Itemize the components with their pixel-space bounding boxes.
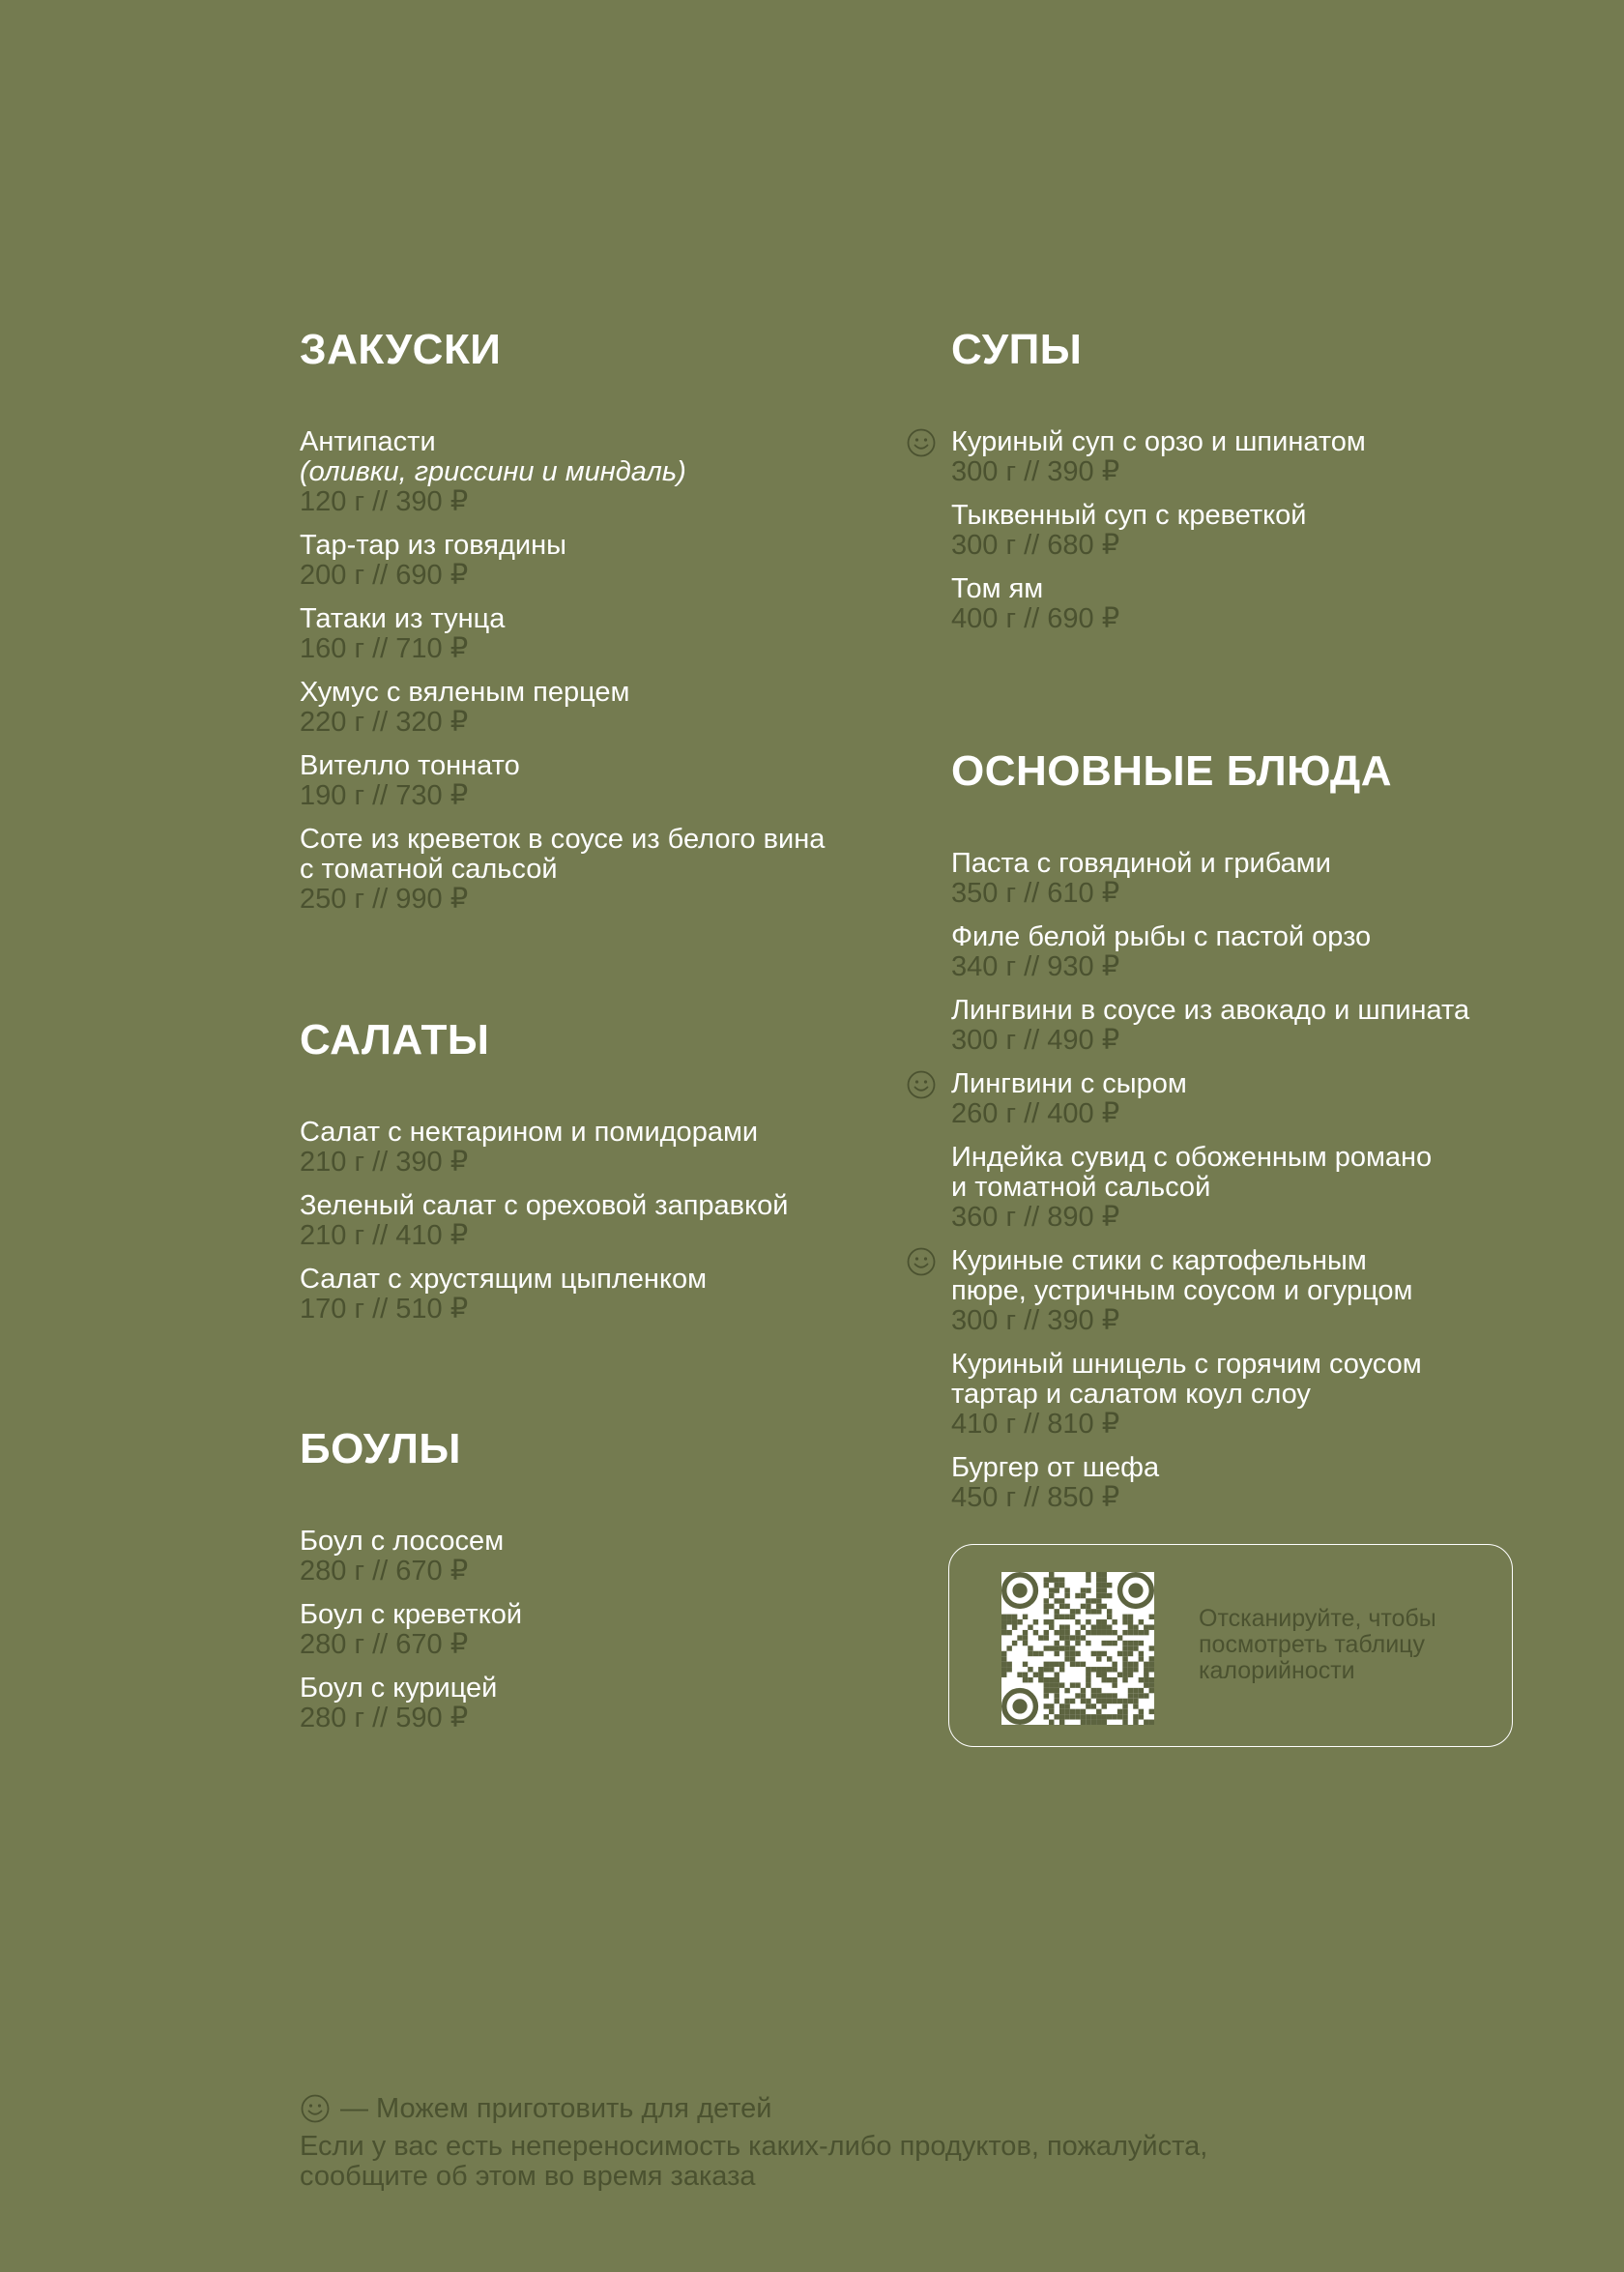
item-price: 260 г // 400 ₽ [951,1098,1120,1129]
item-price: 400 г // 690 ₽ [951,603,1120,634]
section-salads [300,1011,880,1325]
item-price: 340 г // 930 ₽ [951,951,1120,982]
menu-left-column [300,321,880,1747]
item-price: 360 г // 890 ₽ [951,1202,1120,1233]
item-price: 280 г // 670 ₽ [300,1629,469,1660]
item-price: 200 г // 690 ₽ [300,560,469,591]
item-name: Боул с креветкой [300,1599,523,1630]
qr-calorie-card [948,1544,1513,1747]
item-note: (оливки, гриссини и миндаль) [300,456,686,487]
item-price: 170 г // 510 ₽ [300,1294,469,1325]
section-title: БОУЛЫ [300,1425,461,1472]
section-soups [951,321,1531,634]
item-name: Салат с нектарином и помидорами [300,1117,759,1148]
item-name: Паста с говядиной и грибами [951,848,1331,879]
menu-item [951,922,1531,982]
item-price: 160 г // 710 ₽ [300,633,469,664]
smiley-face-icon [906,1246,937,1277]
item-price: 120 г // 390 ₽ [300,486,469,517]
smiley-face-icon [906,427,937,458]
item-price: 280 г // 590 ₽ [300,1703,469,1733]
menu-item [951,427,1531,487]
item-price: 190 г // 730 ₽ [300,780,469,811]
item-name: Боул с курицей [300,1673,498,1704]
menu-item [300,1265,880,1325]
menu-item [300,751,880,811]
item-name: Боул с лососем [300,1526,505,1557]
allergy-note-line: Если у вас есть непереносимость каких-либо продуктов, пожалуйста, [300,2131,1208,2162]
item-name: Том ям [951,573,1044,604]
allergy-note [300,2132,1363,2192]
footer-notes [300,2091,1363,2192]
item-price: 450 г // 850 ₽ [951,1482,1120,1513]
section-title: САЛАТЫ [300,1016,490,1063]
item-name: Куриный суп с орзо и шпинатом [951,426,1366,457]
allergy-note-line: сообщите об этом во время заказа [300,2161,756,2192]
section-bowls [300,1420,880,1733]
item-name: Тар-тар из говядины [300,530,566,561]
kids-legend-text: — Можем приготовить для детей [340,2093,772,2124]
item-name: Соте из креветок в соусе из белого вина с томатной сальсой [300,824,826,885]
menu-item [951,1350,1531,1440]
qr-caption [1199,1606,1489,1684]
item-price: 220 г // 320 ₽ [300,707,469,738]
menu-right-column [951,321,1531,1527]
item-price: 300 г // 490 ₽ [951,1025,1120,1056]
item-name: Антипасти [300,426,436,457]
item-name: Вителло тоннато [300,750,520,781]
menu-item [951,996,1531,1056]
item-price: 210 г // 410 ₽ [300,1220,469,1251]
qr-caption-line: Отсканируйте, чтобы [1199,1605,1436,1632]
menu-item [300,1674,880,1733]
item-price: 300 г // 680 ₽ [951,530,1120,561]
menu-item [300,427,880,517]
item-name: Тыквенный суп с креветкой [951,500,1307,531]
item-name: Хумус с вяленым перцем [300,677,630,708]
qr-caption-line: посмотреть таблицу [1199,1631,1425,1658]
menu-item [300,604,880,664]
item-name: Лингвини с сыром [951,1068,1187,1099]
section-mains [951,743,1531,1513]
menu-item [951,1069,1531,1129]
menu-item [951,1453,1531,1513]
menu-item [300,531,880,591]
menu-item [300,1191,880,1251]
item-price: 210 г // 390 ₽ [300,1147,469,1178]
item-price: 280 г // 670 ₽ [300,1556,469,1587]
item-name: Лингвини в соусе из авокадо и шпината [951,995,1470,1026]
item-name: Зеленый салат с ореховой заправкой [300,1190,789,1221]
item-name: Куриные стики с картофельным пюре, устричным соусом и огурцом [951,1245,1413,1306]
menu-item [951,501,1531,561]
item-price: 410 г // 810 ₽ [951,1409,1120,1440]
section-title: СУПЫ [951,326,1083,373]
smiley-face-icon [300,2093,331,2124]
menu-item [951,1143,1531,1233]
qr-code-icon[interactable] [1001,1572,1154,1725]
item-name: Филе белой рыбы с пастой орзо [951,921,1372,952]
menu-item [300,1527,880,1587]
section-title: ОСНОВНЫЕ БЛЮДА [951,747,1393,795]
menu-item [300,678,880,738]
item-price: 300 г // 390 ₽ [951,456,1120,487]
item-price: 350 г // 610 ₽ [951,878,1120,909]
menu-item [300,825,880,915]
smiley-face-icon [906,1069,937,1100]
menu-item [951,1246,1531,1336]
menu-item [951,574,1531,634]
menu-item [300,1118,880,1178]
item-price: 300 г // 390 ₽ [951,1305,1120,1336]
item-name: Индейка сувид с обоженным романо и томатной сальсой [951,1142,1433,1203]
item-name: Татаки из тунца [300,603,506,634]
kids-legend [300,2091,1363,2126]
section-title: ЗАКУСКИ [300,326,502,373]
item-price: 250 г // 990 ₽ [300,884,469,915]
qr-caption-line: калорийности [1199,1657,1355,1684]
menu-item [300,1600,880,1660]
section-appetizers [300,321,880,915]
item-name: Куриный шницель с горячим соусом тартар и салатом коул слоу [951,1349,1422,1410]
item-name: Бургер от шефа [951,1452,1160,1483]
item-name: Салат с хрустящим цыпленком [300,1264,708,1295]
menu-item [951,849,1531,909]
